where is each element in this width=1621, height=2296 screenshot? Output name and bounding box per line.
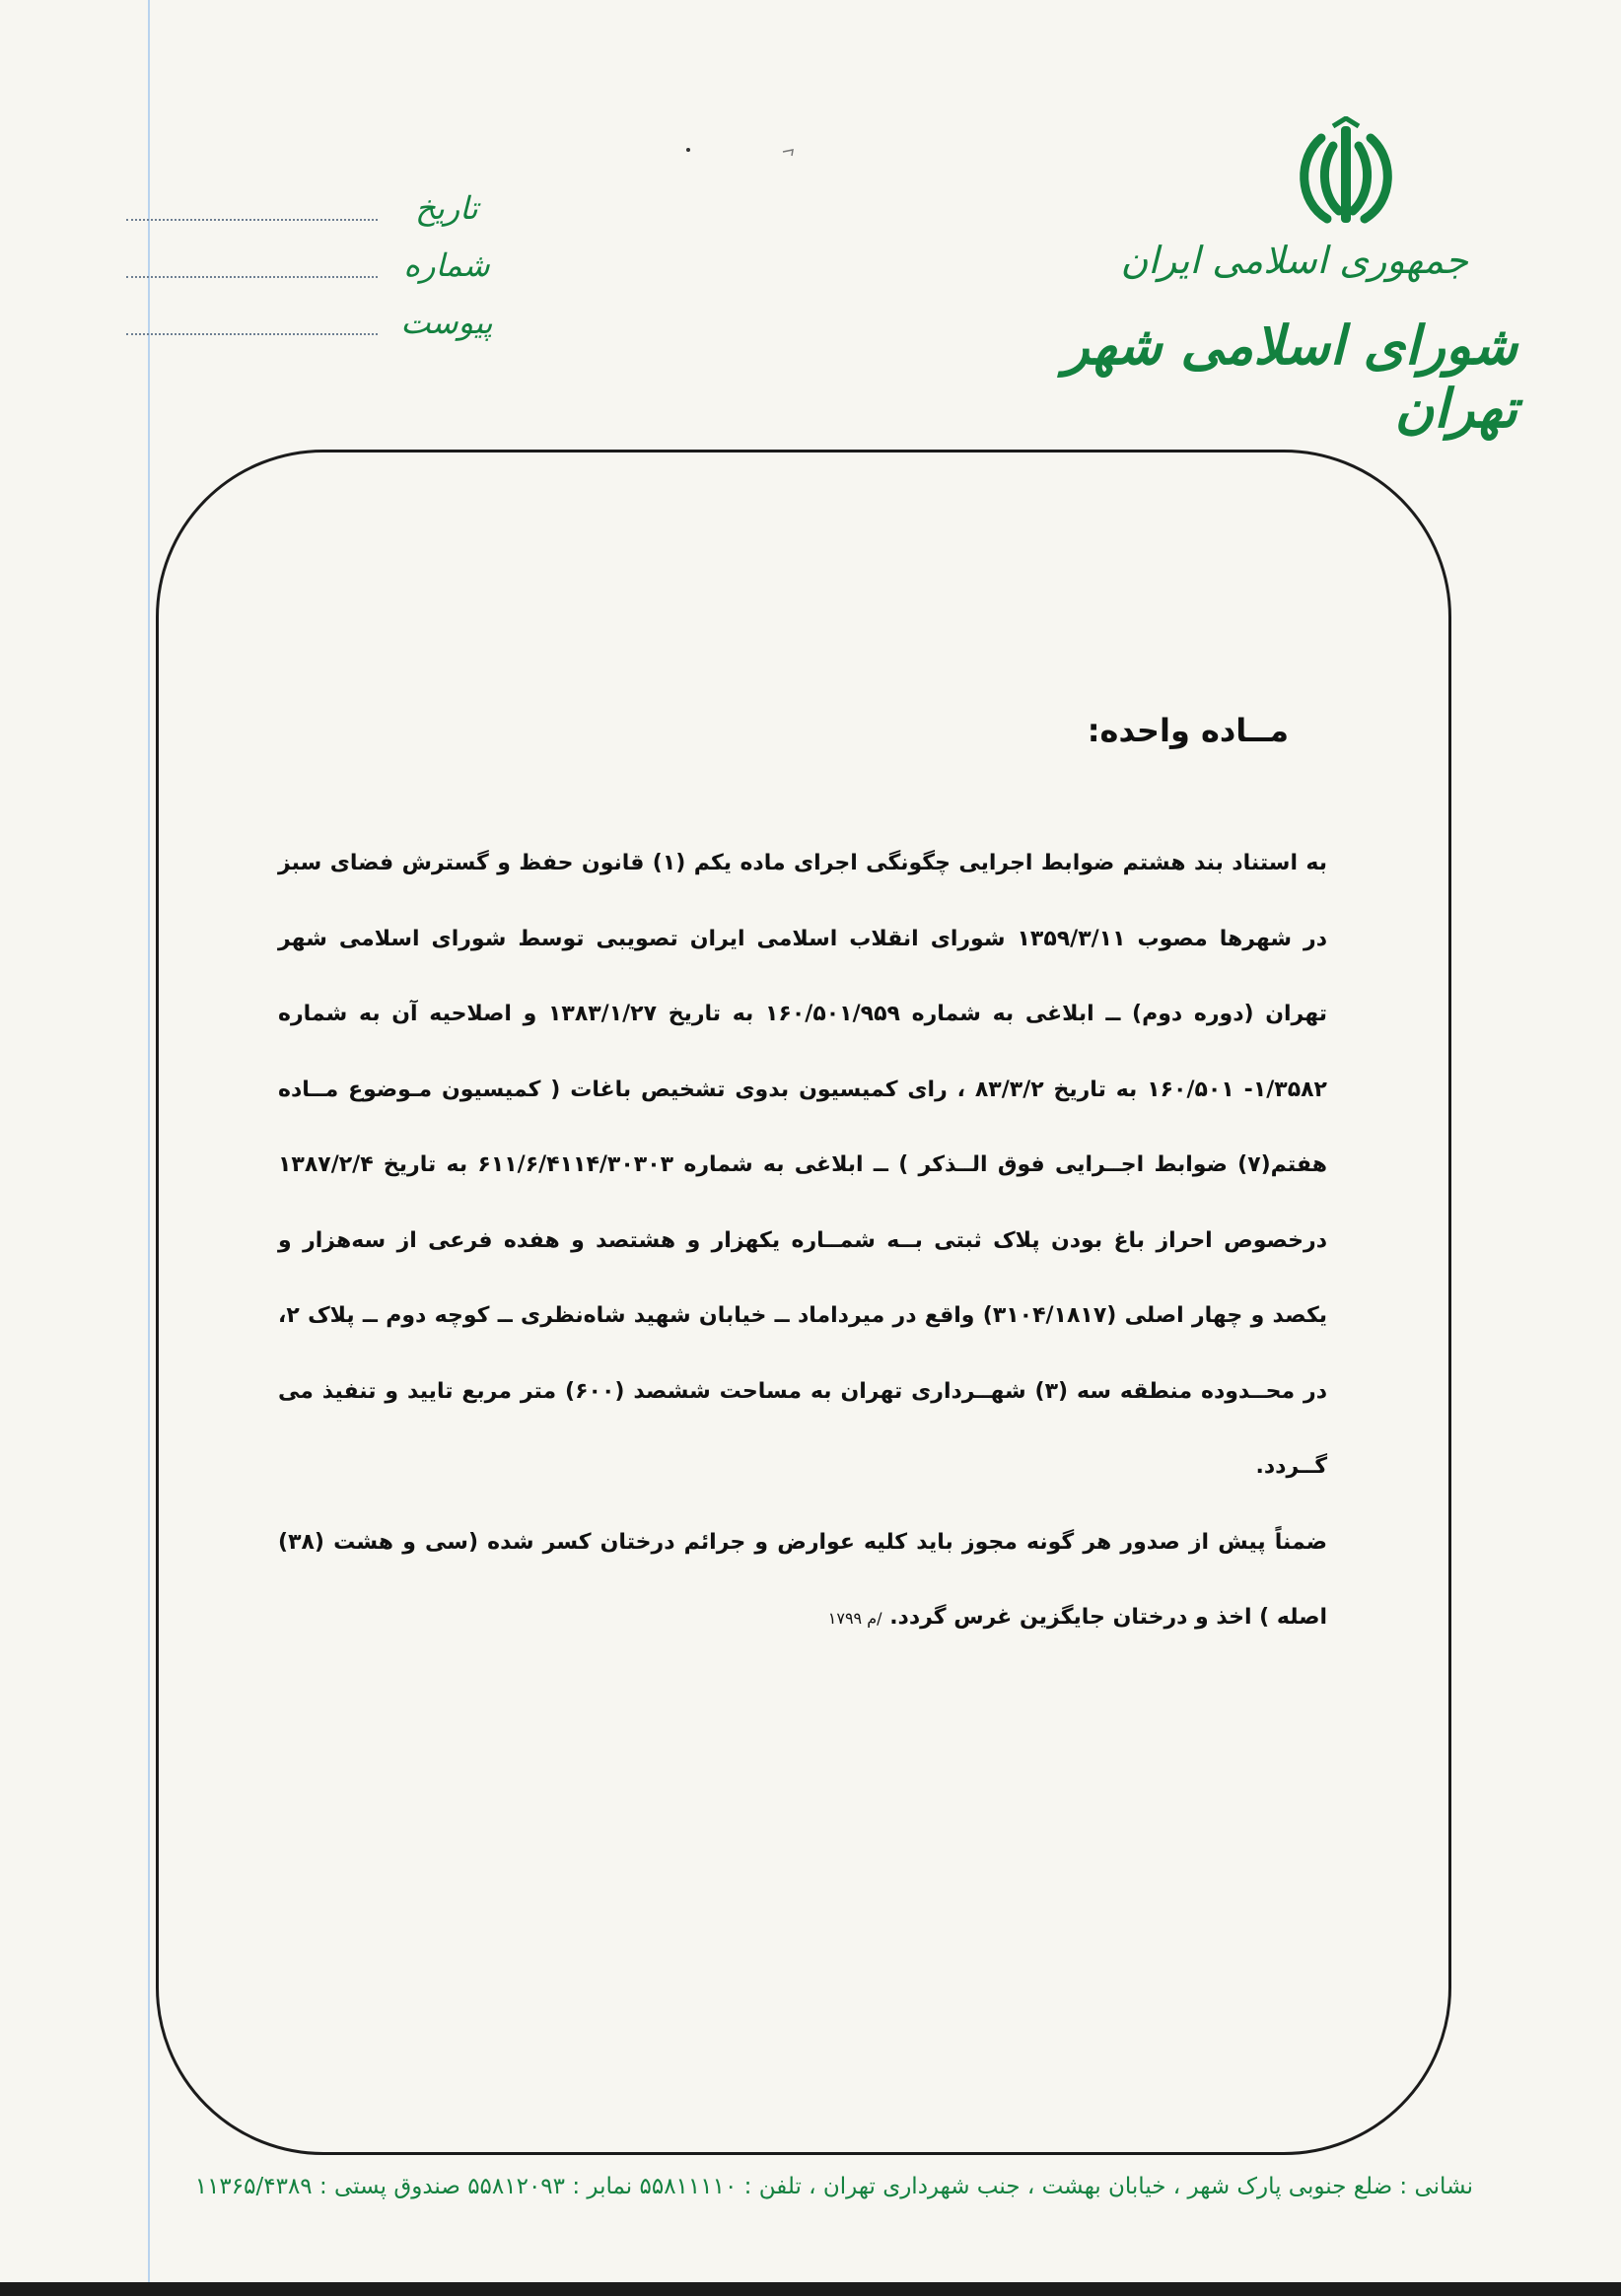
document-body [278, 826, 1327, 1657]
footer-address: نشانی : ضلع جنوبی پارک شهر ، خیابان بهشت ، جنب شهرداری تهران ، تلفن : ۵۵۸۱۱۱۱۰ نمابر : ۵۵۸۱۲۰۹۳ صندوق پستی : ۱۱۳۶۵/۴۳۸۹ [194, 2174, 1473, 2199]
document-title: مــاده واحده: [1087, 712, 1289, 749]
meta-date-label: تاریخ [415, 189, 478, 227]
meta-number-dotted-line [126, 276, 378, 278]
meta-date-row [126, 189, 501, 239]
body-paragraph: به استناد بند هشتم ضوابط اجرایی چگونگی اجرای ماده یکم (۱) قانون حفظ و گسترش فضای سبز در شهرها مصوب ۱۳۵۹/۳/۱۱ شورای انقلاب اسلامی ایران تصویبی توسط شورای اسلامی شهر تهران (دوره دوم) ــ ابلاغی به شماره ۱۶۰/۵۰۱/۹۵۹ به تاریخ ۱۳۸۳/۱/۲۷ و اصلاحیه آن به شماره ۱/۳۵۸۲- ۱۶۰/۵۰۱ به تاریخ ۸۳/۳/۲ ، رای کمیسیون بدوی تشخیص باغات ( کمیسیون مـوضوع مــاده هفتم(۷) ضوابط اجــرایی فوق الــذکر ) ــ ابلاغی به شماره ۶۱۱/۶/۴۱۱۴/۳۰۳۰۳ به تاریخ ۱۳۸۷/۲/۴ درخصوص احراز باغ بودن پلاک ثبتی بــه شمــاره یکهزار و هشتصد و هفده فرعی از سه‌هزار و یکصد و چهار اصلی (۳۱۰۴/۱۸۱۷) واقع در میرداماد ــ خیابان شهید شاه‌نظری ــ کوچه دوم ــ پلاک ۲، در محــدوده منطقه سه (۳) شهــرداری تهران به مساحت ششصد (۶۰۰) متر مربع تایید و تنفیذ می گــردد. [278, 851, 1328, 1479]
meta-attachment-row [126, 304, 501, 353]
reference-note: /م ۱۷۹۹ [827, 1609, 882, 1628]
meta-number-label: شماره [403, 246, 490, 284]
body-paragraph-text: ضمناً پیش از صدور هر گونه مجوز باید کلیه عوارض و جرائم درختان کسر شده (سی و هشت (۳۸) اصله ) اخذ و درختان جایگزین غرس گردد. [278, 1529, 1327, 1630]
scan-speck-marks [680, 138, 809, 168]
scan-bottom-edge [0, 2282, 1621, 2296]
body-paragraph [278, 1505, 1327, 1657]
org-name-country: جمهوری اسلامی ایران [1120, 239, 1468, 282]
meta-attachment-dotted-line [126, 333, 378, 335]
meta-date-dotted-line [126, 219, 378, 221]
meta-number-row [126, 246, 501, 296]
islamic-republic-emblem-icon [1284, 116, 1408, 233]
meta-attachment-label: پیوست [400, 304, 493, 341]
org-name-council: شورای اسلامی شهر تهران [1063, 313, 1517, 440]
